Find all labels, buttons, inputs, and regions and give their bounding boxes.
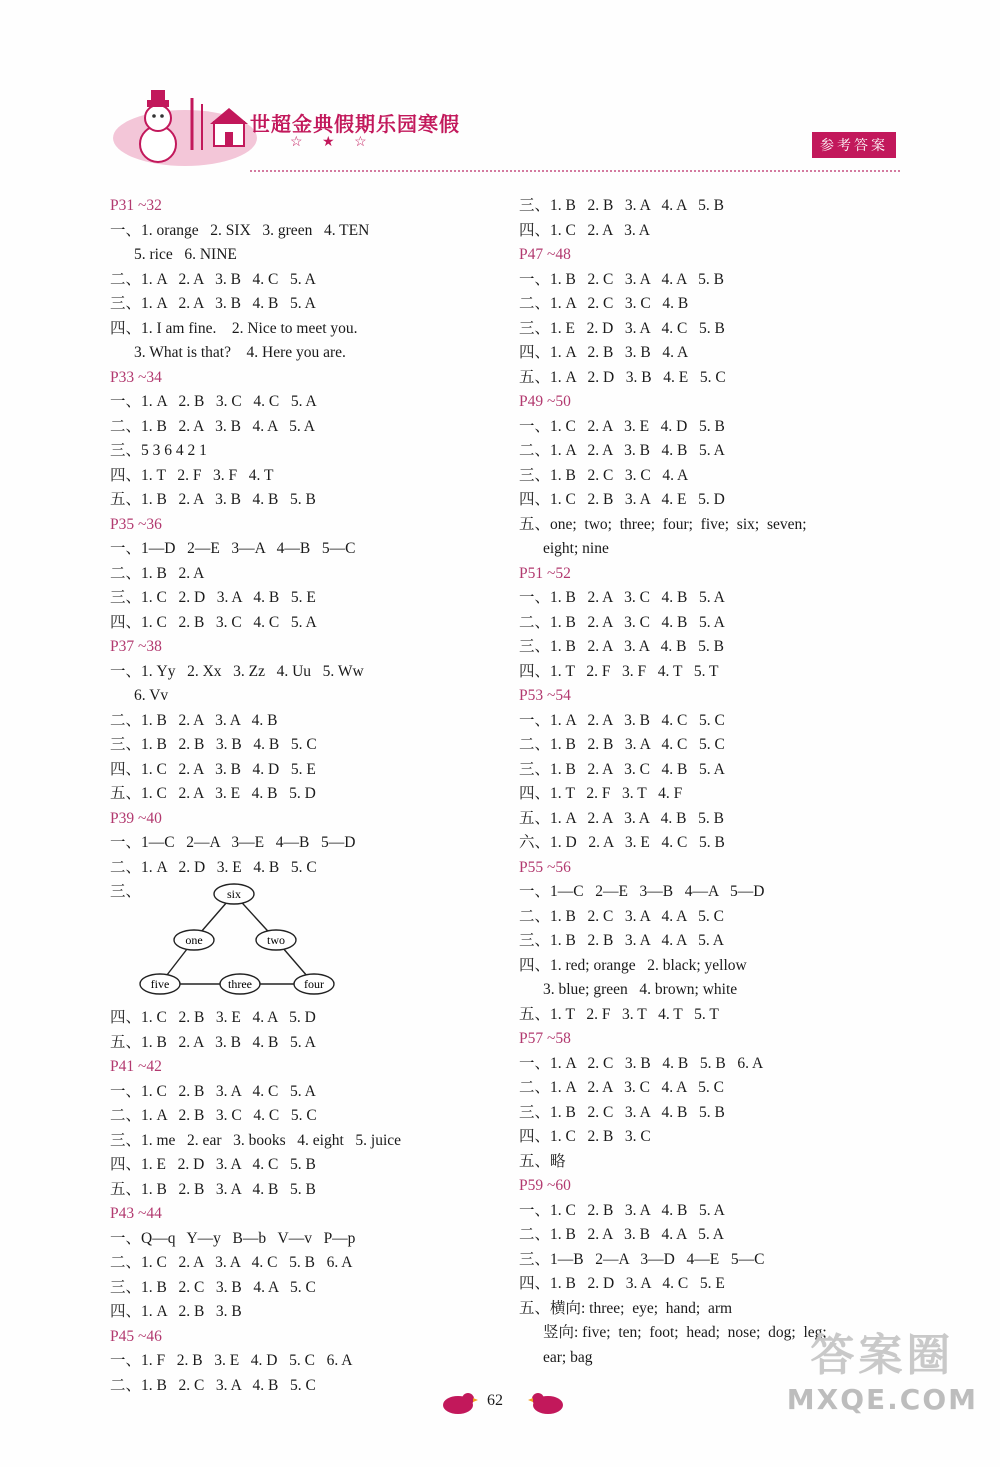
answer-line: ear; bag bbox=[543, 1348, 593, 1366]
page-range-heading: P47 ~48 bbox=[519, 246, 571, 263]
answer-line: 3. blue; green 4. brown; white bbox=[543, 981, 738, 998]
answer-line: 六、1. D 2. A 3. E 4. C 5. B bbox=[519, 834, 725, 851]
left-answer-column bbox=[110, 194, 490, 1398]
page-range-heading: P35 ~36 bbox=[110, 515, 162, 533]
page-range-heading: P37 ~38 bbox=[110, 638, 162, 655]
answer-line: 一、1. orange 2. SIX 3. green 4. TEN bbox=[110, 221, 370, 239]
answer-line: 一、1. A 2. B 3. C 4. C 5. A bbox=[110, 393, 317, 410]
answer-line: 三、1. B 2. B 3. B 4. B 5. C bbox=[110, 736, 317, 753]
answer-line: 5. rice 6. NINE bbox=[134, 246, 237, 263]
answer-line: 四、1. C 2. A 3. B 4. D 5. E bbox=[110, 760, 316, 778]
page-range-heading: P53 ~54 bbox=[519, 687, 571, 704]
snowman-logo-art bbox=[110, 88, 260, 170]
answer-line: 二、1. A 2. A 3. B 4. B 5. A bbox=[519, 442, 725, 459]
answer-line: 五、1. B 2. A 3. B 4. B 5. A bbox=[110, 1033, 316, 1051]
word-triangle-diagram bbox=[110, 880, 490, 1006]
page-range-heading: P59 ~60 bbox=[519, 1177, 571, 1194]
answer-line: 一、1—C 2—E 3—B 4—A 5—D bbox=[519, 883, 765, 900]
page-range-heading: P41 ~42 bbox=[110, 1058, 162, 1075]
series-title: 世超金典假期乐园寒假 bbox=[250, 112, 460, 136]
answer-line: 五、1. A 2. A 3. A 4. B 5. B bbox=[519, 809, 724, 827]
answer-line: 三、1. A 2. A 3. B 4. B 5. A bbox=[110, 295, 316, 312]
bird-left-icon bbox=[440, 1390, 478, 1416]
answer-line: 五、one; two; three; four; five; six; seven; bbox=[519, 515, 807, 533]
page-header bbox=[100, 88, 900, 180]
answer-line: 二、1. B 2. A 3. B 4. A 5. A bbox=[519, 1226, 724, 1243]
answer-line: 五、1. B 2. B 3. A 4. B 5. B bbox=[110, 1180, 316, 1198]
answer-line: 三、1—B 2—A 3—D 4—E 5—C bbox=[519, 1250, 765, 1268]
answer-line: 四、1. red; orange 2. black; yellow bbox=[519, 956, 747, 974]
answer-line: 五、略 bbox=[519, 1152, 566, 1170]
answer-line: 五、1. B 2. A 3. B 4. B 5. B bbox=[110, 491, 316, 508]
answer-line: 3. What is that? 4. Here you are. bbox=[134, 344, 346, 361]
answer-line: 四、1. C 2. B 3. E 4. A 5. D bbox=[110, 1009, 316, 1026]
page-range-heading: P55 ~56 bbox=[519, 858, 571, 876]
answer-line: 二、1. A 2. A 3. B 4. C 5. A bbox=[110, 270, 316, 288]
answer-line: 二、1. B 2. C 3. A 4. A 5. C bbox=[519, 907, 724, 925]
answer-line: 二、1. A 2. A 3. C 4. A 5. C bbox=[519, 1079, 724, 1096]
page-range-heading: P33 ~34 bbox=[110, 368, 162, 386]
node-mid-right bbox=[256, 930, 296, 950]
answer-line: 一、1—C 2—A 3—E 4—B 5—D bbox=[110, 834, 356, 851]
answer-line: 二、1. B 2. A bbox=[110, 564, 205, 582]
page-range-heading: P39 ~40 bbox=[110, 809, 162, 827]
answer-line: 二、1. B 2. A 3. A 4. B bbox=[110, 711, 278, 729]
site-watermark bbox=[787, 1319, 978, 1416]
answer-line: 四、1. B 2. D 3. A 4. C 5. E bbox=[519, 1275, 725, 1292]
node-bottom-mid bbox=[220, 974, 260, 994]
answer-line: 三、1. B 2. C 3. C 4. A bbox=[519, 466, 689, 484]
answer-line: 一、1. C 2. B 3. A 4. C 5. A bbox=[110, 1082, 316, 1100]
node-label: six bbox=[226, 887, 242, 901]
answer-line: 三、1. B 2. A 3. C 4. B 5. A bbox=[519, 760, 725, 778]
answer-line: 一、1. C 2. A 3. E 4. D 5. B bbox=[519, 417, 725, 435]
answer-line: 三、1. E 2. D 3. A 4. C 5. B bbox=[519, 319, 725, 337]
answer-line: 二、1. B 2. A 3. C 4. B 5. A bbox=[519, 613, 725, 631]
answer-line: 五、1. A 2. D 3. B 4. E 5. C bbox=[519, 368, 726, 386]
header-divider bbox=[250, 170, 900, 172]
page-range-heading: P57 ~58 bbox=[519, 1030, 571, 1047]
answer-line: 三、1. C 2. D 3. A 4. B 5. E bbox=[110, 589, 316, 606]
answer-line: 三、1. me 2. ear 3. books 4. eight 5. juice bbox=[110, 1131, 402, 1149]
answer-line: 五、横向: three; eye; hand; arm bbox=[519, 1299, 733, 1317]
answer-line: 三、1. B 2. B 3. A 4. A 5. B bbox=[519, 197, 724, 214]
answer-line: 三、1. B 2. C 3. B 4. A 5. C bbox=[110, 1278, 316, 1296]
answer-line: 一、1—D 2—E 3—A 4—B 5—C bbox=[110, 540, 356, 557]
answer-line: 四、1. I am fine. 2. Nice to meet you. bbox=[110, 319, 358, 337]
answer-line: 四、1. A 2. B 3. B 4. A bbox=[519, 344, 689, 361]
answer-line: 四、1. A 2. B 3. B bbox=[110, 1303, 242, 1320]
answer-line: 四、1. C 2. B 3. C 4. C 5. A bbox=[110, 613, 317, 631]
answer-line: 三、1. B 2. A 3. A 4. B 5. B bbox=[519, 638, 724, 655]
answer-line: 二、1. A 2. C 3. C 4. B bbox=[519, 295, 689, 312]
page-range-heading: P45 ~46 bbox=[110, 1327, 162, 1345]
answer-line: 四、1. T 2. F 3. F 4. T 5. T bbox=[519, 662, 719, 680]
answer-line: 竖向: five; ten; foot; head; nose; dog; leg; bbox=[543, 1324, 827, 1341]
node-label: one bbox=[185, 933, 203, 947]
node-label: two bbox=[267, 933, 285, 947]
answer-line: 一、1. A 2. A 3. B 4. C 5. C bbox=[519, 711, 725, 729]
answer-line: 三、5 3 6 4 2 1 bbox=[110, 442, 207, 459]
node-bottom-left bbox=[140, 974, 180, 994]
question-number: 三、 bbox=[110, 883, 142, 900]
answer-line: 四、1. C 2. B 3. C bbox=[519, 1128, 651, 1145]
answer-line: 三、1. B 2. B 3. A 4. A 5. A bbox=[519, 932, 724, 949]
answer-key-badge: 参考答案 bbox=[812, 132, 896, 158]
answer-line: 四、1. T 2. F 3. F 4. T bbox=[110, 466, 274, 484]
answer-line: 四、1. C 2. A 3. A bbox=[519, 221, 650, 239]
answer-line: 四、1. C 2. B 3. A 4. E 5. D bbox=[519, 491, 725, 508]
triangle-svg bbox=[132, 880, 352, 1004]
answer-line: 6. Vv bbox=[134, 687, 169, 704]
right-answer-column bbox=[519, 194, 909, 1370]
answer-line: eight; nine bbox=[543, 540, 609, 557]
answer-line: 一、1. C 2. B 3. A 4. B 5. A bbox=[519, 1201, 725, 1219]
node-bottom-right bbox=[294, 974, 334, 994]
answer-line: 二、1. B 2. A 3. B 4. A 5. A bbox=[110, 417, 315, 435]
page-number: 62 bbox=[487, 1392, 503, 1409]
answer-line: 二、1. A 2. B 3. C 4. C 5. C bbox=[110, 1107, 317, 1124]
answer-line: 一、1. B 2. A 3. C 4. B 5. A bbox=[519, 589, 725, 606]
answer-line: 二、1. C 2. A 3. A 4. C 5. B 6. A bbox=[110, 1254, 353, 1271]
bird-right-icon bbox=[528, 1390, 566, 1416]
answer-line: 五、1. C 2. A 3. E 4. B 5. D bbox=[110, 785, 316, 802]
answer-line: 一、1. Yy 2. Xx 3. Zz 4. Uu 5. Ww bbox=[110, 662, 364, 680]
page-range-heading: P31 ~32 bbox=[110, 197, 162, 214]
answer-line: 二、1. A 2. D 3. E 4. B 5. C bbox=[110, 858, 317, 876]
page-range-heading: P49 ~50 bbox=[519, 393, 571, 410]
watermark-domain: MXQE.COM bbox=[786, 1383, 978, 1416]
watermark-logo-text: 答案圈 bbox=[810, 1330, 955, 1381]
stars-decoration: ☆ ★ ☆ bbox=[290, 135, 375, 150]
page-range-heading: P51 ~52 bbox=[519, 564, 571, 582]
answer-line: 四、1. T 2. F 3. T 4. F bbox=[519, 785, 683, 802]
answer-line: 二、1. B 2. C 3. A 4. B 5. C bbox=[110, 1376, 316, 1394]
answer-line: 五、1. T 2. F 3. T 4. T 5. T bbox=[519, 1005, 719, 1023]
node-label: three bbox=[228, 977, 252, 991]
page-range-heading: P43 ~44 bbox=[110, 1205, 162, 1222]
node-top bbox=[214, 884, 254, 904]
answer-line: 一、1. A 2. C 3. B 4. B 5. B 6. A bbox=[519, 1054, 764, 1072]
node-mid-left bbox=[174, 930, 214, 950]
answer-line: 一、1. F 2. B 3. E 4. D 5. C 6. A bbox=[110, 1352, 353, 1369]
answer-line: 二、1. B 2. B 3. A 4. C 5. C bbox=[519, 736, 725, 753]
node-label: five bbox=[150, 977, 170, 991]
answer-line: 一、Q—q Y—y B—b V—v P—p bbox=[110, 1229, 356, 1247]
answer-line: 四、1. E 2. D 3. A 4. C 5. B bbox=[110, 1156, 316, 1173]
answer-line: 一、1. B 2. C 3. A 4. A 5. B bbox=[519, 270, 724, 288]
answer-line: 三、1. B 2. C 3. A 4. B 5. B bbox=[519, 1103, 725, 1121]
node-label: four bbox=[304, 977, 324, 991]
